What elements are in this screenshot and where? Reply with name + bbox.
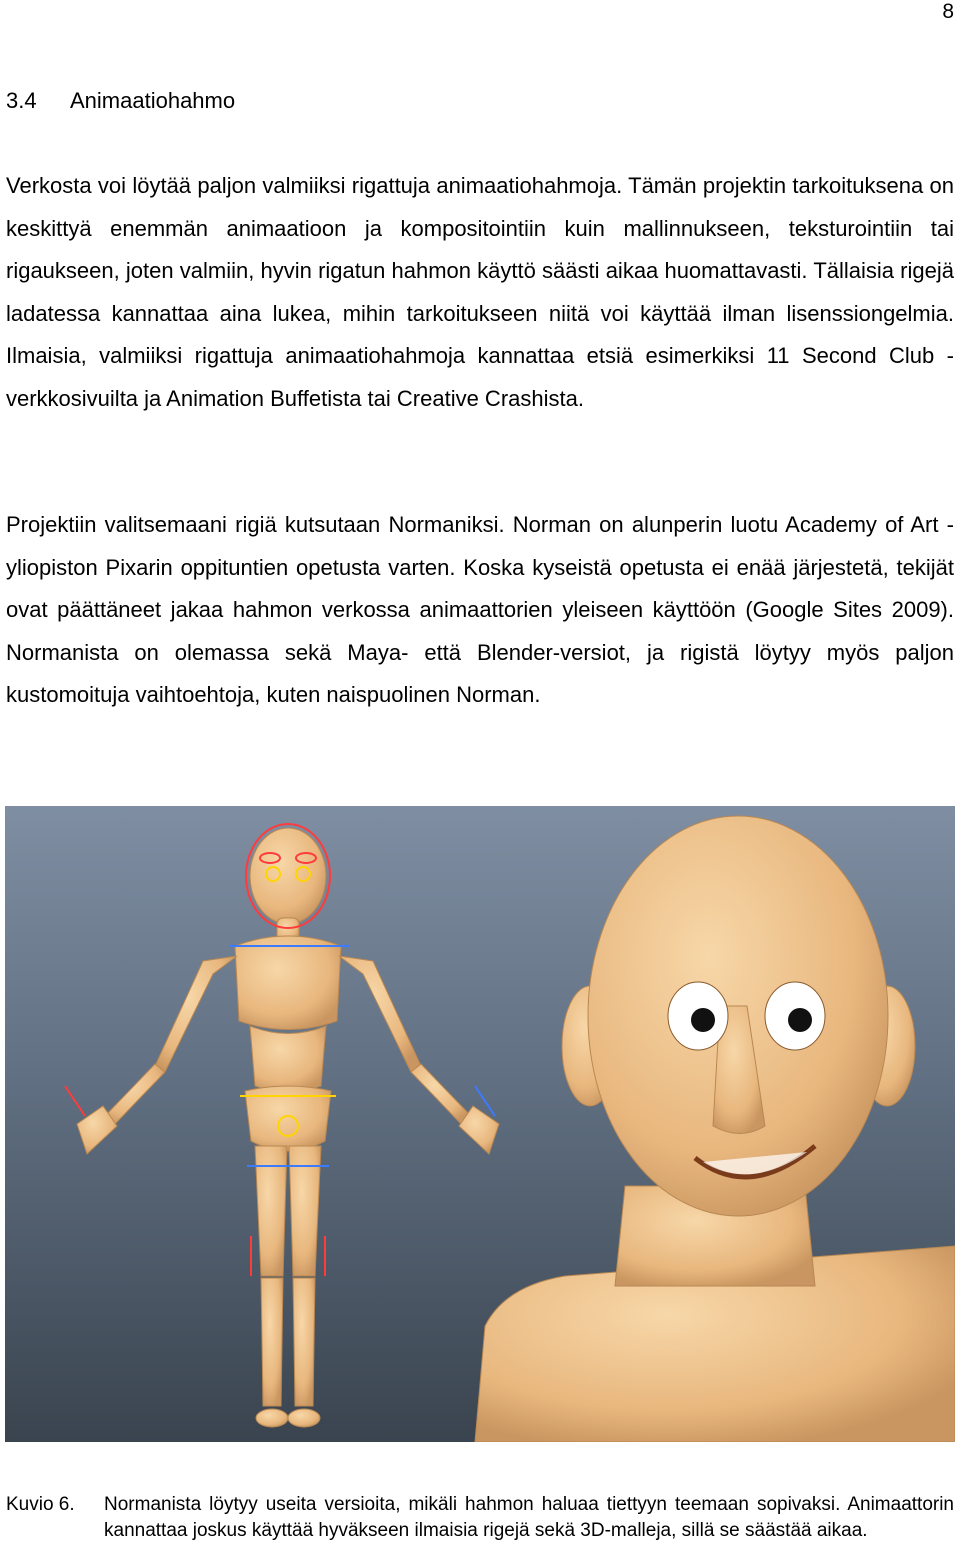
full-body-rig xyxy=(77,828,499,1427)
norman-rig-illustration xyxy=(5,806,955,1442)
page-number: 8 xyxy=(942,0,954,23)
paragraph-1: Verkosta voi löytää paljon valmiiksi rigattuja animaatiohahmoja. Tämän projektin tarkoituksena on keskittyä enemmän animaatioon ja kompositointiin kuin mallinnukseen, teksturointiin tai rigaukseen, joten valmiin, hyvin rigatun hahmon käyttö säästi aikaa huomattavasti. Tällaisia rigejä ladatessa kannattaa aina lukea, mihin tarkoitukseen niitä voi käyttää ilman lisenssiongelmia. Ilmaisia, valmiiksi rigattuja animaatiohahmoja kannattaa etsiä esimerkiksi 11 Second Club -verkkosivuilta ja Animation Buffetista tai Creative Crashista. xyxy=(6,173,954,411)
section-title: Animaatiohahmo xyxy=(70,88,236,113)
figure-caption xyxy=(6,1492,954,1544)
section-number: 3.4 xyxy=(6,88,37,113)
paragraph-2: Projektiin valitsemaani rigiä kutsutaan Normaniksi. Norman on alunperin luotu Academy of Art -yliopiston Pixarin oppituntien opetusta varten. Koska kyseistä opetusta ei enää järjestetä, tekijät ovat päättäneet jakaa hahmon verkossa animaattorien yleiseen käyttöön (Google Sites 2009). Normanista on olemassa sekä Maya- että Blender-versiot, ja rigistä löytyy myös paljon kustomoituja vaihtoehtoja, kuten naispuolinen Norman. xyxy=(6,512,954,707)
section-heading xyxy=(6,88,235,114)
closeup-head xyxy=(475,816,955,1442)
figure-caption-text: Normanista löytyy useita versioita, mikäli hahmon haluaa tiettyyn teemaan sopivaksi. Animaattorin kannattaa joskus käyttää hyväkseen ilmaisia rigejä sekä 3D-malleja, sillä se säästää aikaa. xyxy=(104,1494,954,1541)
figure-label: Kuvio 6. xyxy=(6,1494,75,1515)
norman-rig-figure xyxy=(5,806,955,1442)
